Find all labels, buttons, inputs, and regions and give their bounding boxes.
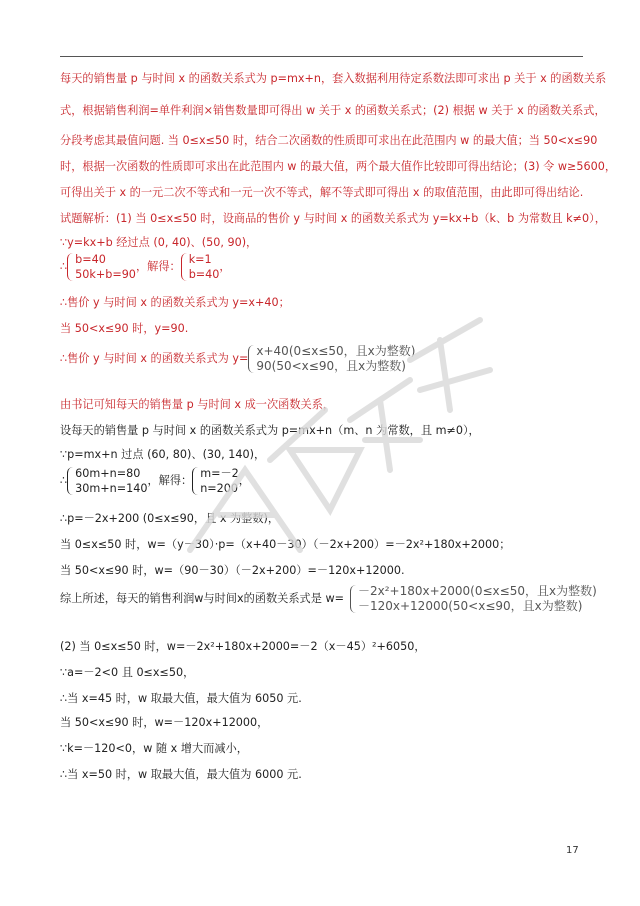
part2-line-2: ∵a=－2<0 且 0≤x≤50， bbox=[60, 666, 195, 679]
analysis-line-1: 每天的销售量 p 与时间 x 的函数关系式为 p=mx+n，套入数据利用待定系数法即可求出 p 关于 x 的函数关系 bbox=[60, 72, 607, 85]
solution: n=200 bbox=[200, 482, 239, 495]
equation-system-2 bbox=[60, 466, 250, 496]
solution: k=1 bbox=[188, 253, 212, 266]
part2-line-1: (2) 当 0≤x≤50 时，w=－2x²+180x+2000=－2（x－45）²+6050， bbox=[60, 640, 426, 653]
header-rule bbox=[60, 56, 583, 57]
equation-system-1 bbox=[60, 252, 231, 282]
piecewise-case: x+40(0≤x≤50，且x为整数) bbox=[256, 344, 416, 358]
part2-line-4: 当 50<x≤90 时，w=－120x+12000， bbox=[60, 716, 269, 729]
solution: b=40 bbox=[188, 268, 220, 281]
piecewise-brace bbox=[248, 344, 415, 374]
analysis-line-4: 时，根据一次函数的性质即可求出在此范围内 w 的最大值，两个最大值作比较即可得出结论；(3) 令 w≥5600， bbox=[60, 160, 617, 173]
analysis-line-5: 可得出关于 x 的一元二次不等式和一元一次不等式，解不等式即可得出 x 的取值范围，由此即可得出结论. bbox=[60, 186, 584, 199]
price-first-segment: ∴售价 y 与时间 x 的函数关系式为 y=x+40； bbox=[60, 296, 290, 309]
price-piecewise bbox=[60, 344, 415, 374]
set-p-function: 设每天的销售量 p 与时间 x 的函数关系式为 p=mx+n（m、n 为常数，且 m≠0）， bbox=[60, 424, 480, 437]
piecewise-prefix: 综上所述，每天的销售利润w与时间x的函数关系式是 w= bbox=[60, 592, 344, 605]
part2-line-5: ∵k=－120<0，w 随 x 增大而减小， bbox=[60, 742, 248, 755]
solution: m=－2 bbox=[200, 467, 239, 480]
solution-intro: 试题解析：(1) 当 0≤x≤50 时，设商品的售价 y 与时间 x 的函数关系式为 y=kx+b（k、b 为常数且 k≠0）， bbox=[60, 212, 606, 225]
punctuation: ， bbox=[219, 260, 231, 273]
w-second-segment: 当 50<x≤90 时，w=（90－30）（－2x+200）=－120x+12000. bbox=[60, 564, 405, 577]
solution-brace bbox=[192, 466, 239, 496]
equation: 50k+b=90 bbox=[75, 268, 136, 281]
piecewise-prefix: ∴售价 y 与时间 x 的函数关系式为 y= bbox=[60, 352, 249, 365]
page-number: 17 bbox=[566, 845, 579, 856]
therefore-symbol: ∴ bbox=[60, 260, 68, 273]
price-second-segment: 当 50<x≤90 时，y=90. bbox=[60, 322, 189, 335]
piecewise-case: －120x+12000(50<x≤90，且x为整数) bbox=[357, 599, 583, 613]
passes-price-points: ∵y=kx+b 经过点 (0, 40)、(50, 90)， bbox=[60, 236, 258, 249]
part2-line-3: ∴当 x=45 时，w 取最大值，最大值为 6050 元. bbox=[60, 692, 302, 705]
punctuation: ， bbox=[238, 474, 250, 487]
analysis-line-2: 式，根据销售利润=单件利润×销售数量即可得出 w 关于 x 的函数关系式；(2) 根据 w 关于 x 的函数关系式， bbox=[60, 104, 606, 117]
system-brace bbox=[67, 252, 136, 282]
solve-label: ，解得： bbox=[135, 260, 181, 273]
solve-label: ，解得： bbox=[147, 474, 193, 487]
piecewise-case: －2x²+180x+2000(0≤x≤50，且x为整数) bbox=[357, 584, 597, 598]
equation: 60m+n=80 bbox=[75, 467, 141, 480]
p-result: ∴p=－2x+200 (0≤x≤90，且 x 为整数)， bbox=[60, 512, 280, 525]
book-note: 由书记可知每天的销售量 p 与时间 x 成一次函数关系， bbox=[60, 398, 335, 411]
solution-brace bbox=[181, 252, 220, 282]
equation: b=40 bbox=[75, 253, 106, 266]
w-first-segment: 当 0≤x≤50 时，w=（y－30）·p=（x+40－30）（－2x+200）=－2x²+180x+2000； bbox=[60, 538, 511, 551]
analysis-line-3: 分段考虑其最值问题. 当 0≤x≤50 时，结合二次函数的性质即可求出在此范围内 w 的最大值；当 50<x≤90 bbox=[60, 134, 598, 147]
system-brace bbox=[67, 466, 147, 496]
w-piecewise bbox=[60, 584, 597, 614]
piecewise-brace bbox=[350, 584, 597, 614]
part2-line-6: ∴当 x=50 时，w 取最大值，最大值为 6000 元. bbox=[60, 768, 302, 781]
piecewise-case: 90(50<x≤90，且x为整数) bbox=[256, 359, 406, 373]
passes-p-points: ∵p=mx+n 过点 (60, 80)、(30, 140)， bbox=[60, 448, 266, 461]
therefore-symbol: ∴ bbox=[60, 474, 68, 487]
equation: 30m+n=140 bbox=[75, 482, 148, 495]
